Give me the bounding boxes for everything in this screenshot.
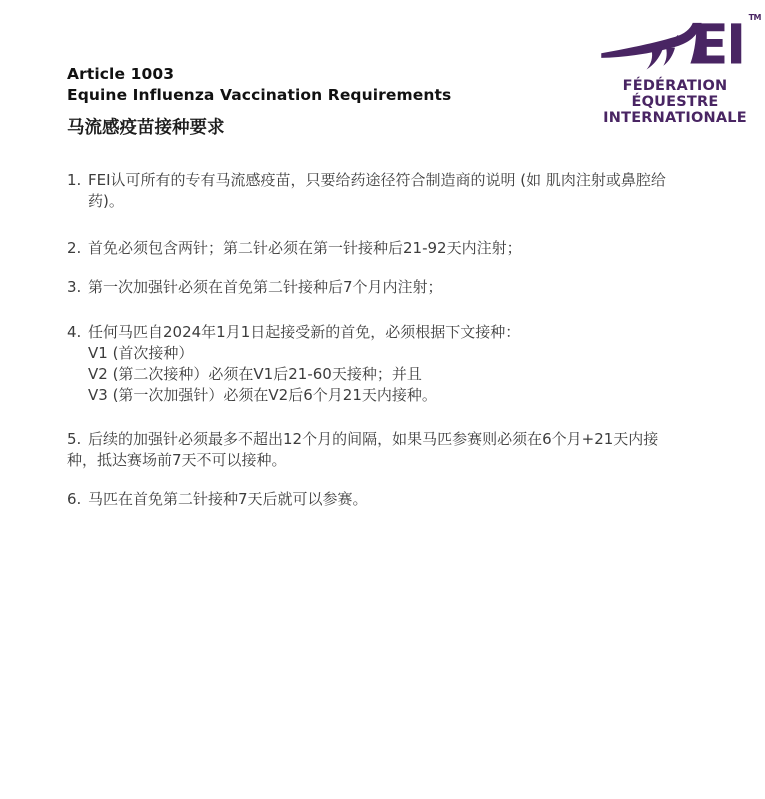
- logo-caption-line: INTERNATIONALE: [603, 110, 747, 126]
- item-number: 1.: [67, 171, 82, 189]
- item-text-line: 任何马匹自2024年1月1日起接受新的首免，必须根据下文接种：: [88, 323, 521, 341]
- document-title-en: Equine Influenza Vaccination Requirements: [67, 86, 452, 104]
- requirement-item-1: [67, 170, 747, 212]
- requirement-item-6: [67, 489, 747, 510]
- title-block: [67, 64, 451, 139]
- item-text-line: V3 (第一次加强针）必须在V2后6个月21天内接种。: [88, 386, 437, 404]
- item-text-line: 首免必须包含两针；第二针必须在第一针接种后21-92天内注射；: [88, 239, 522, 257]
- requirement-item-5: [67, 429, 747, 471]
- requirement-item-3: [67, 277, 747, 298]
- item-number: 4.: [67, 323, 82, 341]
- logo-caption-line: FÉDÉRATION: [622, 78, 728, 94]
- requirements-list: [67, 170, 747, 510]
- item-text-line: V1 (首次接种）: [88, 344, 194, 362]
- trademark-symbol: TM: [748, 13, 761, 22]
- document-title-zh: 马流感疫苗接种要求: [67, 118, 225, 138]
- logo-caption: [593, 78, 757, 126]
- item-text-line: V2 (第二次接种）必须在V1后21-60天接种；并且: [88, 365, 422, 383]
- item-number: 6.: [67, 490, 82, 508]
- item-text-line: 后续的加强针必须最多不超出12个月的间隔，如果马匹参赛则必须在6个月+21天内接: [88, 430, 659, 448]
- fei-horse-logo-icon: [595, 14, 755, 70]
- item-number: 5.: [67, 430, 82, 448]
- logo-caption-line: ÉQUESTRE: [631, 94, 719, 110]
- fei-logo: [593, 13, 761, 126]
- item-number: 3.: [67, 278, 82, 296]
- requirement-item-4: [67, 322, 747, 406]
- fei-logo-mark: [595, 13, 761, 70]
- article-number: Article 1003: [67, 65, 175, 83]
- item-text-line: FEI认可所有的专有马流感疫苗，只要给药途径符合制造商的说明 (如 肌肉注射或鼻腔给: [88, 171, 666, 189]
- requirement-item-2: [67, 238, 747, 259]
- item-number: 2.: [67, 239, 82, 257]
- item-text-line: 第一次加强针必须在首免第二针接种后7个月内注射；: [88, 278, 443, 296]
- item-text-line: 药)。: [88, 192, 124, 210]
- item-text-line: 马匹在首免第二针接种7天后就可以参赛。: [88, 490, 368, 508]
- item-text-line: 种，抵达赛场前7天不可以接种。: [67, 451, 287, 469]
